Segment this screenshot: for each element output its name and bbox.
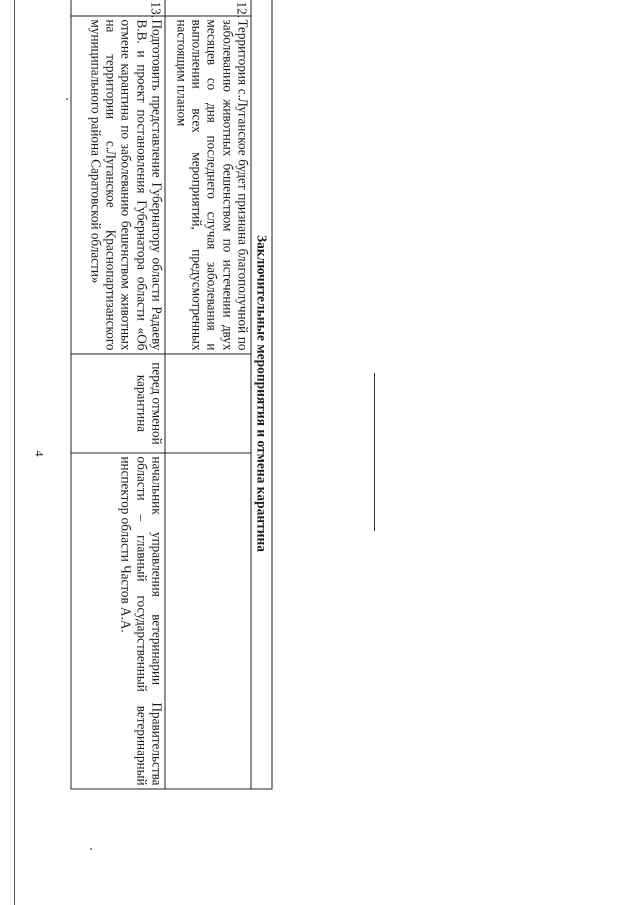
plan-table-rotated	[87, 0, 272, 788]
task-cell: Территория с.Луганское будет признана благополучной по заболеванию животных бешенством по истечении двух месяцев со дня последнего случая заболевания и выполнении всех мероприятий, предусмотренных настоящим планом	[165, 16, 251, 354]
task-cell: Подготовить представление Губернатору области Радаеву В.В. и проект постановления Губернатора области «Об отмене карантина по заболеванию бешенством животных на территории с.Луганское Краснопартизанского муниципального района Саратовской области»	[71, 16, 165, 354]
row-number: 13.	[71, 0, 165, 16]
section-title: Заключительные мероприятия и отмена карантина	[251, 0, 272, 789]
plan-table	[70, 0, 272, 789]
responsible-cell	[165, 453, 251, 789]
page-edge-line	[14, 0, 15, 905]
section-header-row	[251, 0, 272, 789]
responsible-cell: начальник управления ветеринарии Правительства области – главный государственный ветеринарный инспектор области Частов А.А.	[71, 453, 165, 789]
deadline-cell	[165, 354, 251, 453]
page-number: 4	[32, 450, 47, 457]
scan-speck	[66, 98, 68, 100]
deadline-cell: перед отменой карантина	[71, 354, 165, 453]
table-row	[71, 0, 165, 789]
table-row	[165, 0, 251, 789]
scan-speck	[90, 848, 92, 850]
signature-line	[374, 373, 375, 531]
row-number: 12.	[165, 0, 251, 16]
